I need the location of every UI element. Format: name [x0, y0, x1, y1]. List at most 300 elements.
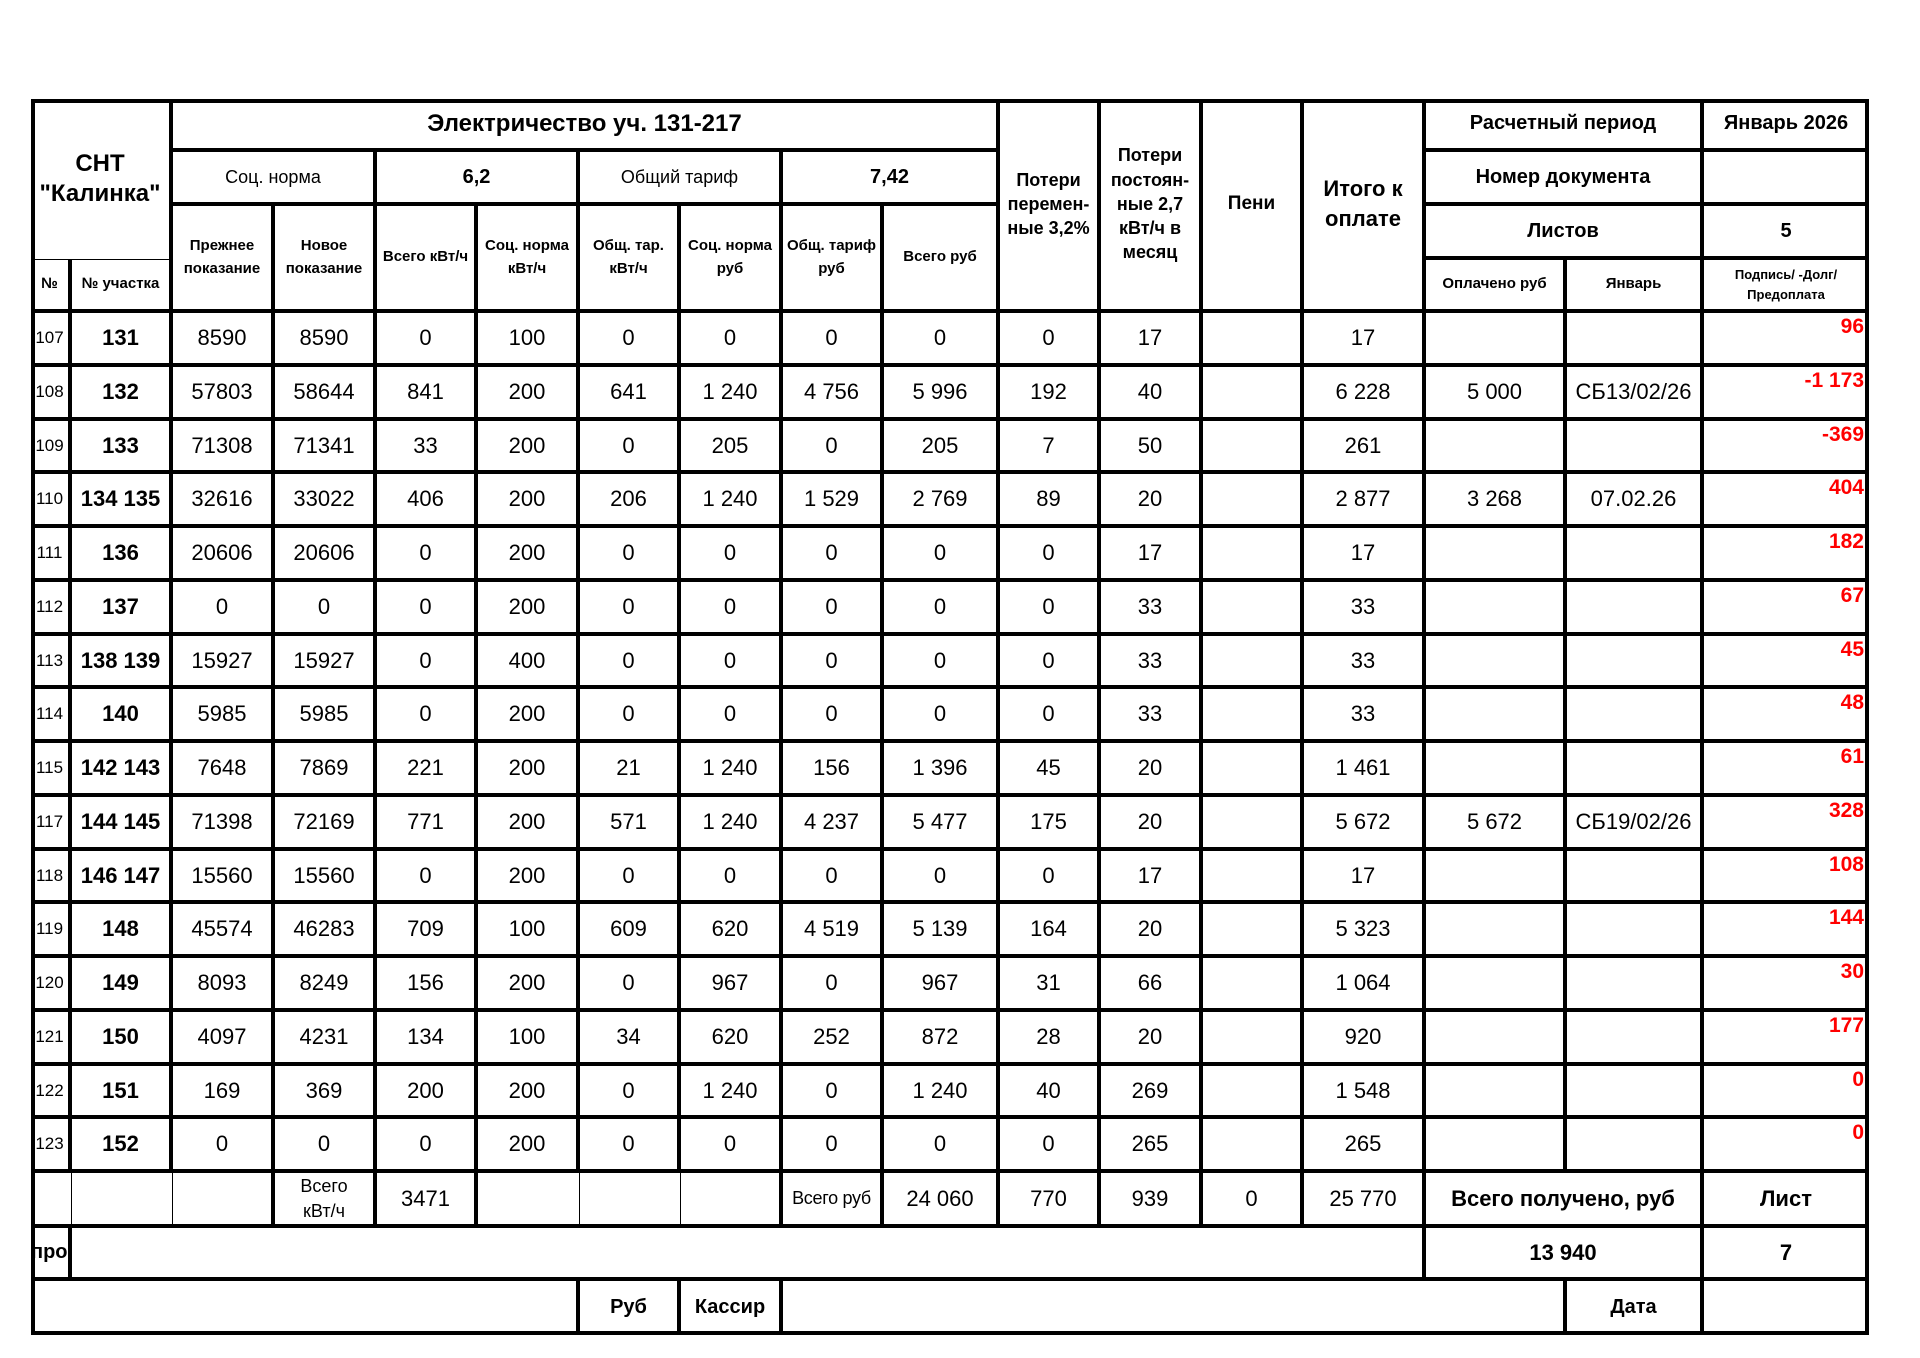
total-rub: 5 996	[884, 367, 1000, 421]
total-kwh: 221	[377, 743, 478, 797]
losses-variable: 28	[1000, 1012, 1101, 1066]
soc-norm-rate: 6,2	[377, 152, 580, 206]
total-rub: 0	[884, 636, 1000, 689]
sheet-value: 7	[1704, 1228, 1869, 1281]
paid-rub[interactable]	[1426, 689, 1567, 743]
col-paid-rub: Оплачено руб	[1426, 260, 1567, 313]
payment-ref[interactable]	[1567, 528, 1704, 582]
payment-ref[interactable]	[1567, 904, 1704, 958]
losses-variable: 164	[1000, 904, 1101, 958]
row-number: 111	[31, 528, 72, 582]
debt-balance: 45	[1704, 636, 1869, 689]
paid-rub[interactable]	[1426, 1119, 1567, 1173]
penalty[interactable]	[1203, 851, 1304, 904]
debt-balance: 0	[1704, 1066, 1869, 1119]
losses-constant: 20	[1101, 1012, 1203, 1066]
gen-tariff-kwh: 0	[580, 528, 681, 582]
row-number: 112	[31, 582, 72, 636]
gen-tariff-rub: 0	[783, 421, 884, 474]
soc-norm-kwh: 200	[478, 1066, 580, 1119]
totals-rub-value: 24 060	[884, 1173, 1000, 1228]
losses-variable: 0	[1000, 582, 1101, 636]
penalty[interactable]	[1203, 367, 1304, 421]
totals-to-pay: 25 770	[1304, 1173, 1426, 1228]
col-soc-norm-kwh: Соц. норма кВт/ч	[478, 206, 580, 313]
gen-tariff-kwh: 609	[580, 904, 681, 958]
debt-balance: 328	[1704, 797, 1869, 851]
losses-variable: 0	[1000, 689, 1101, 743]
prev-reading: 15560	[173, 851, 275, 904]
total-kwh: 0	[377, 313, 478, 367]
paid-rub[interactable]	[1426, 1066, 1567, 1119]
plot-number: 140	[72, 689, 173, 743]
date-field[interactable]	[1704, 1281, 1869, 1335]
losses-constant: 20	[1101, 904, 1203, 958]
total-to-pay: 1 461	[1304, 743, 1426, 797]
plot-number: 136	[72, 528, 173, 582]
gen-tariff-rub: 252	[783, 1012, 884, 1066]
sheet-label: Лист	[1704, 1173, 1869, 1228]
totals-losses-constant: 939	[1101, 1173, 1203, 1228]
row-number: 119	[31, 904, 72, 958]
prev-reading: 71308	[173, 421, 275, 474]
losses-constant: 265	[1101, 1119, 1203, 1173]
gen-tariff-rub: 0	[783, 528, 884, 582]
gen-tariff-rub: 4 756	[783, 367, 884, 421]
plot-number: 146 147	[72, 851, 173, 904]
penalty[interactable]	[1203, 636, 1304, 689]
penalty[interactable]	[1203, 689, 1304, 743]
gen-tariff-kwh: 0	[580, 851, 681, 904]
debt-balance: 404	[1704, 474, 1869, 528]
notes-field[interactable]	[72, 1228, 1426, 1281]
paid-rub[interactable]	[1426, 1012, 1567, 1066]
totals-empty-no	[31, 1173, 72, 1228]
col-soc-norm-rub: Соц. норма руб	[681, 206, 783, 313]
general-tariff-rate: 7,42	[783, 152, 1000, 206]
paid-rub[interactable]	[1426, 636, 1567, 689]
losses-variable: 7	[1000, 421, 1101, 474]
soc-norm-rub: 0	[681, 528, 783, 582]
payment-ref[interactable]: СБ13/02/26	[1567, 367, 1704, 421]
soc-norm-kwh: 200	[478, 1119, 580, 1173]
row-number: 117	[31, 797, 72, 851]
cashier-label: Кассир	[681, 1281, 783, 1335]
gen-tariff-rub: 0	[783, 636, 884, 689]
total-kwh: 841	[377, 367, 478, 421]
paid-rub[interactable]	[1426, 528, 1567, 582]
row-number: 107	[31, 313, 72, 367]
debt-balance: 61	[1704, 743, 1869, 797]
new-reading: 58644	[275, 367, 377, 421]
gen-tariff-kwh: 641	[580, 367, 681, 421]
losses-variable: 0	[1000, 1119, 1101, 1173]
losses-constant: 20	[1101, 797, 1203, 851]
electricity-ledger-sheet	[31, 99, 1869, 1335]
received-value: 13 940	[1426, 1228, 1704, 1281]
soc-norm-kwh: 200	[478, 582, 580, 636]
paid-rub[interactable]	[1426, 743, 1567, 797]
soc-norm-kwh: 100	[478, 904, 580, 958]
penalty[interactable]	[1203, 743, 1304, 797]
totals-kwh-label: Всего кВт/ч	[275, 1173, 377, 1228]
gen-tariff-kwh: 0	[580, 636, 681, 689]
col-total-kwh: Всего кВт/ч	[377, 206, 478, 313]
payment-ref[interactable]: СБ19/02/26	[1567, 797, 1704, 851]
new-reading: 5985	[275, 689, 377, 743]
totals-kwh-value: 3471	[377, 1173, 478, 1228]
plot-number: 142 143	[72, 743, 173, 797]
gen-tariff-kwh: 0	[580, 1119, 681, 1173]
penalty[interactable]	[1203, 1012, 1304, 1066]
new-reading: 7869	[275, 743, 377, 797]
debt-balance: 48	[1704, 689, 1869, 743]
col-penalty: Пени	[1203, 99, 1304, 313]
prev-reading: 45574	[173, 904, 275, 958]
col-total-rub: Всего руб	[884, 206, 1000, 313]
soc-norm-rub: 0	[681, 689, 783, 743]
cashier-field[interactable]	[783, 1281, 1567, 1335]
payment-ref[interactable]	[1567, 689, 1704, 743]
gen-tariff-kwh: 0	[580, 313, 681, 367]
total-kwh: 0	[377, 851, 478, 904]
row-number: 109	[31, 421, 72, 474]
payment-ref[interactable]	[1567, 313, 1704, 367]
soc-norm-rub: 1 240	[681, 474, 783, 528]
gen-tariff-rub: 4 519	[783, 904, 884, 958]
losses-constant: 269	[1101, 1066, 1203, 1119]
plot-number: 144 145	[72, 797, 173, 851]
total-rub: 2 769	[884, 474, 1000, 528]
payment-ref[interactable]	[1567, 851, 1704, 904]
penalty[interactable]	[1203, 1119, 1304, 1173]
total-to-pay: 6 228	[1304, 367, 1426, 421]
col-losses-constant: Потери постоян-ные 2,7 кВт/ч в месяц	[1101, 99, 1203, 313]
soc-norm-rub: 1 240	[681, 367, 783, 421]
soc-norm-rub: 620	[681, 904, 783, 958]
penalty[interactable]	[1203, 904, 1304, 958]
new-reading: 46283	[275, 904, 377, 958]
penalty[interactable]	[1203, 313, 1304, 367]
prev-reading: 57803	[173, 367, 275, 421]
total-rub: 0	[884, 851, 1000, 904]
row-number: 114	[31, 689, 72, 743]
totals-penalty: 0	[1203, 1173, 1304, 1228]
new-reading: 20606	[275, 528, 377, 582]
penalty[interactable]	[1203, 797, 1304, 851]
penalty[interactable]	[1203, 528, 1304, 582]
plot-number: 134 135	[72, 474, 173, 528]
row-number: 120	[31, 958, 72, 1012]
prev-reading: 5985	[173, 689, 275, 743]
soc-norm-kwh: 200	[478, 528, 580, 582]
total-kwh: 156	[377, 958, 478, 1012]
payment-ref[interactable]	[1567, 958, 1704, 1012]
losses-constant: 33	[1101, 582, 1203, 636]
total-to-pay: 17	[1304, 528, 1426, 582]
row-number: 121	[31, 1012, 72, 1066]
new-reading: 33022	[275, 474, 377, 528]
penalty[interactable]	[1203, 421, 1304, 474]
gen-tariff-rub: 0	[783, 582, 884, 636]
soc-norm-rub: 1 240	[681, 1066, 783, 1119]
losses-constant: 17	[1101, 851, 1203, 904]
row-number: 122	[31, 1066, 72, 1119]
total-rub: 0	[884, 582, 1000, 636]
losses-constant: 17	[1101, 313, 1203, 367]
soc-norm-rub: 967	[681, 958, 783, 1012]
gen-tariff-kwh: 206	[580, 474, 681, 528]
totals-empty-1	[478, 1173, 580, 1228]
payment-ref[interactable]	[1567, 1066, 1704, 1119]
soc-norm-rub: 0	[681, 313, 783, 367]
debt-balance: -1 173	[1704, 367, 1869, 421]
total-to-pay: 33	[1304, 636, 1426, 689]
gen-tariff-rub: 0	[783, 689, 884, 743]
soc-norm-rub: 0	[681, 851, 783, 904]
period-label: Расчетный период	[1426, 99, 1704, 152]
date-label: Дата	[1567, 1281, 1704, 1335]
gen-tariff-rub: 0	[783, 958, 884, 1012]
col-gen-tariff-rub: Общ. тариф руб	[783, 206, 884, 313]
paid-rub[interactable]	[1426, 904, 1567, 958]
period-value: Январь 2026	[1704, 99, 1869, 152]
col-gen-tariff-kwh: Общ. тар. кВт/ч	[580, 206, 681, 313]
total-rub: 5 139	[884, 904, 1000, 958]
paid-rub[interactable]	[1426, 421, 1567, 474]
payment-ref[interactable]	[1567, 421, 1704, 474]
sheet-title: Электричество уч. 131-217	[173, 99, 1000, 152]
soc-norm-rub: 0	[681, 1119, 783, 1173]
payment-ref[interactable]	[1567, 1012, 1704, 1066]
soc-norm-kwh: 200	[478, 367, 580, 421]
plot-number: 148	[72, 904, 173, 958]
losses-constant: 40	[1101, 367, 1203, 421]
prev-reading: 0	[173, 582, 275, 636]
total-rub: 1 240	[884, 1066, 1000, 1119]
total-rub: 0	[884, 313, 1000, 367]
prev-reading: 4097	[173, 1012, 275, 1066]
general-tariff-label: Общий тариф	[580, 152, 783, 206]
losses-variable: 175	[1000, 797, 1101, 851]
total-kwh: 0	[377, 1119, 478, 1173]
totals-empty-prev	[173, 1173, 275, 1228]
total-kwh: 771	[377, 797, 478, 851]
new-reading: 4231	[275, 1012, 377, 1066]
totals-losses-variable: 770	[1000, 1173, 1101, 1228]
gen-tariff-rub: 0	[783, 1119, 884, 1173]
total-to-pay: 5 672	[1304, 797, 1426, 851]
soc-norm-kwh: 200	[478, 474, 580, 528]
signature-field[interactable]	[31, 1281, 580, 1335]
losses-variable: 0	[1000, 313, 1101, 367]
doc-number-value[interactable]	[1704, 152, 1869, 206]
soc-norm-rub: 620	[681, 1012, 783, 1066]
soc-norm-rub: 0	[681, 636, 783, 689]
paid-rub[interactable]	[1426, 958, 1567, 1012]
col-signature-debt: Подпись/ -Долг/Предоплата	[1704, 260, 1869, 313]
plot-number: 138 139	[72, 636, 173, 689]
soc-norm-rub: 1 240	[681, 743, 783, 797]
gen-tariff-rub: 0	[783, 313, 884, 367]
plot-number: 151	[72, 1066, 173, 1119]
penalty[interactable]	[1203, 582, 1304, 636]
gen-tariff-kwh: 0	[580, 582, 681, 636]
paid-rub[interactable]: 5 000	[1426, 367, 1567, 421]
paid-rub[interactable]: 5 672	[1426, 797, 1567, 851]
losses-constant: 66	[1101, 958, 1203, 1012]
col-losses-variable: Потери перемен-ные 3,2%	[1000, 99, 1101, 313]
new-reading: 8590	[275, 313, 377, 367]
soc-norm-rub: 1 240	[681, 797, 783, 851]
total-to-pay: 2 877	[1304, 474, 1426, 528]
new-reading: 71341	[275, 421, 377, 474]
debt-balance: 108	[1704, 851, 1869, 904]
col-month: Январь	[1567, 260, 1704, 313]
prev-reading: 15927	[173, 636, 275, 689]
total-kwh: 0	[377, 528, 478, 582]
new-reading: 8249	[275, 958, 377, 1012]
penalty[interactable]	[1203, 474, 1304, 528]
total-to-pay: 920	[1304, 1012, 1426, 1066]
payment-ref[interactable]	[1567, 636, 1704, 689]
total-kwh: 200	[377, 1066, 478, 1119]
total-to-pay: 261	[1304, 421, 1426, 474]
losses-constant: 17	[1101, 528, 1203, 582]
payment-ref[interactable]: 07.02.26	[1567, 474, 1704, 528]
prev-reading: 169	[173, 1066, 275, 1119]
losses-variable: 0	[1000, 636, 1101, 689]
losses-variable: 192	[1000, 367, 1101, 421]
row-number: 110	[31, 474, 72, 528]
soc-norm-kwh: 200	[478, 421, 580, 474]
totals-empty-2	[580, 1173, 681, 1228]
losses-constant: 20	[1101, 743, 1203, 797]
payment-ref[interactable]	[1567, 743, 1704, 797]
org-name: СНТ "Калинка"	[31, 99, 173, 260]
payment-ref[interactable]	[1567, 582, 1704, 636]
col-no: №	[31, 260, 72, 313]
total-rub: 1 396	[884, 743, 1000, 797]
new-reading: 0	[275, 1119, 377, 1173]
row-number: 118	[31, 851, 72, 904]
plot-number: 149	[72, 958, 173, 1012]
total-rub: 872	[884, 1012, 1000, 1066]
debt-balance: 30	[1704, 958, 1869, 1012]
debt-balance: -369	[1704, 421, 1869, 474]
soc-norm-kwh: 200	[478, 851, 580, 904]
received-label: Всего получено, руб	[1426, 1173, 1704, 1228]
soc-norm-kwh: 100	[478, 313, 580, 367]
rub-label: Руб	[580, 1281, 681, 1335]
prev-reading: 32616	[173, 474, 275, 528]
prev-reading: 0	[173, 1119, 275, 1173]
col-plot: № участка	[72, 260, 173, 313]
col-new-reading: Новое показание	[275, 206, 377, 313]
row-number: 113	[31, 636, 72, 689]
soc-norm-kwh: 200	[478, 958, 580, 1012]
soc-norm-kwh: 200	[478, 743, 580, 797]
plot-number: 137	[72, 582, 173, 636]
total-to-pay: 17	[1304, 313, 1426, 367]
losses-variable: 89	[1000, 474, 1101, 528]
total-rub: 0	[884, 528, 1000, 582]
sheets-label: Листов	[1426, 206, 1704, 260]
totals-rub-label: Всего руб	[783, 1173, 884, 1228]
col-total-to-pay: Итого к оплате	[1304, 99, 1426, 313]
total-to-pay: 1 548	[1304, 1066, 1426, 1119]
soc-norm-rub: 0	[681, 582, 783, 636]
total-to-pay: 265	[1304, 1119, 1426, 1173]
gen-tariff-rub: 1 529	[783, 474, 884, 528]
total-to-pay: 17	[1304, 851, 1426, 904]
gen-tariff-kwh: 571	[580, 797, 681, 851]
losses-constant: 50	[1101, 421, 1203, 474]
new-reading: 15927	[275, 636, 377, 689]
doc-number-label: Номер документа	[1426, 152, 1704, 206]
sheets-value: 5	[1704, 206, 1869, 260]
paid-rub[interactable]	[1426, 313, 1567, 367]
gen-tariff-rub: 4 237	[783, 797, 884, 851]
gen-tariff-kwh: 0	[580, 1066, 681, 1119]
gen-tariff-kwh: 34	[580, 1012, 681, 1066]
prev-reading: 20606	[173, 528, 275, 582]
prev-reading: 8590	[173, 313, 275, 367]
gen-tariff-kwh: 21	[580, 743, 681, 797]
totals-empty-3	[681, 1173, 783, 1228]
total-rub: 967	[884, 958, 1000, 1012]
totals-empty-plot	[72, 1173, 173, 1228]
total-to-pay: 33	[1304, 582, 1426, 636]
gen-tariff-kwh: 0	[580, 689, 681, 743]
payment-ref[interactable]	[1567, 1119, 1704, 1173]
losses-variable: 45	[1000, 743, 1101, 797]
debt-balance: 0	[1704, 1119, 1869, 1173]
plot-number: 131	[72, 313, 173, 367]
prev-reading: 7648	[173, 743, 275, 797]
soc-norm-kwh: 400	[478, 636, 580, 689]
losses-variable: 0	[1000, 528, 1101, 582]
paid-rub[interactable]	[1426, 582, 1567, 636]
losses-constant: 33	[1101, 636, 1203, 689]
paid-rub[interactable]: 3 268	[1426, 474, 1567, 528]
losses-variable: 0	[1000, 851, 1101, 904]
total-kwh: 709	[377, 904, 478, 958]
plot-number: 152	[72, 1119, 173, 1173]
debt-balance: 67	[1704, 582, 1869, 636]
penalty[interactable]	[1203, 958, 1304, 1012]
losses-constant: 20	[1101, 474, 1203, 528]
total-to-pay: 5 323	[1304, 904, 1426, 958]
soc-norm-rub: 205	[681, 421, 783, 474]
debt-balance: 144	[1704, 904, 1869, 958]
notes-prefix: про	[31, 1228, 72, 1281]
row-number: 108	[31, 367, 72, 421]
plot-number: 133	[72, 421, 173, 474]
gen-tariff-kwh: 0	[580, 958, 681, 1012]
gen-tariff-rub: 0	[783, 851, 884, 904]
total-kwh: 0	[377, 636, 478, 689]
gen-tariff-rub: 156	[783, 743, 884, 797]
losses-variable: 40	[1000, 1066, 1101, 1119]
gen-tariff-kwh: 0	[580, 421, 681, 474]
total-to-pay: 1 064	[1304, 958, 1426, 1012]
prev-reading: 71398	[173, 797, 275, 851]
paid-rub[interactable]	[1426, 851, 1567, 904]
new-reading: 72169	[275, 797, 377, 851]
soc-norm-label: Соц. норма	[173, 152, 377, 206]
penalty[interactable]	[1203, 1066, 1304, 1119]
